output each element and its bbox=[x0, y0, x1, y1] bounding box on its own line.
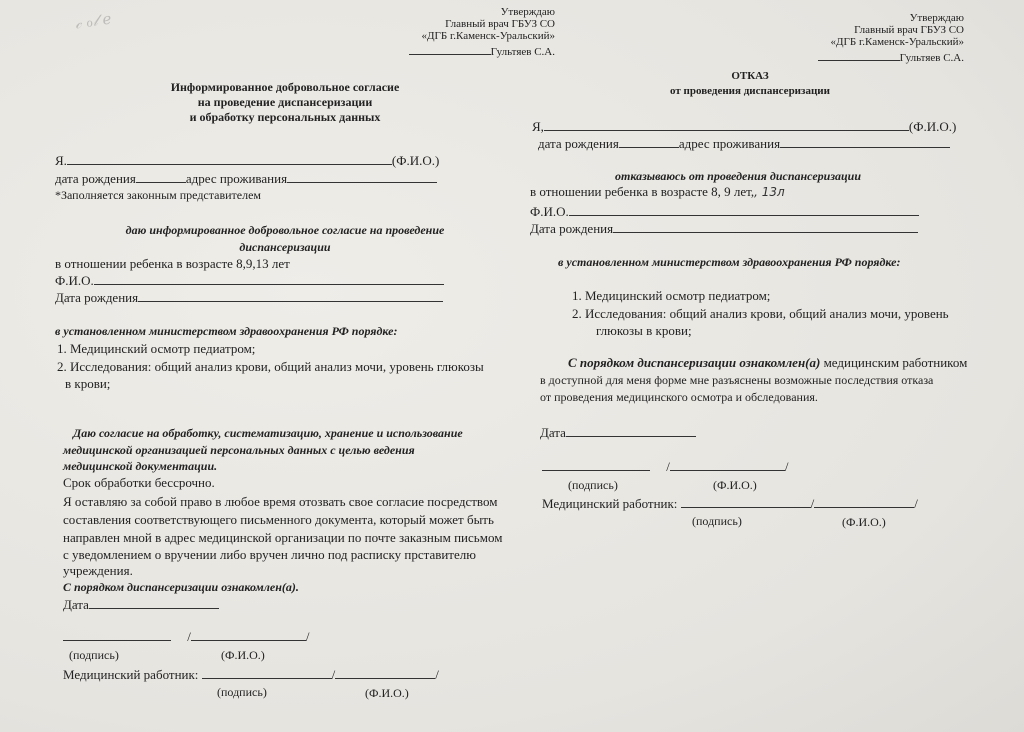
right-birth-address-field[interactable]: дата рождения адрес проживания bbox=[538, 135, 950, 152]
familiar-statement: С порядком диспансеризации ознакомлен(а). bbox=[63, 580, 299, 594]
approve-org: «ДГБ г.Каменск-Уральский» bbox=[421, 30, 555, 42]
med-signature-caption: (подпись) bbox=[217, 685, 267, 699]
refusal-subtitle: от проведения диспансеризации bbox=[670, 85, 830, 97]
approve-position: Главный врач ГБУЗ СО bbox=[445, 18, 555, 30]
procedure-item-2: 2. Исследования: общий анализ крови, общий анализ мочи, уровень глюкозы bbox=[57, 359, 484, 374]
right-med-signature-caption: (подпись) bbox=[692, 514, 742, 528]
right-child-birth-field[interactable]: Дата рождения bbox=[530, 220, 918, 237]
right-procedure-item-2: 2. Исследования: общий анализ крови, общий анализ мочи, уровень bbox=[572, 306, 949, 321]
fullname-field[interactable]: Я. (Ф.И.О.) bbox=[55, 153, 440, 168]
child-fio-field[interactable]: Ф.И.О. bbox=[55, 272, 444, 289]
revoke-line4: с уведомлением о вручении либо вручен лично под расписку прставителю bbox=[63, 547, 476, 562]
child-birth-field[interactable]: Дата рождения bbox=[55, 289, 443, 306]
approve-word: Утверждаю bbox=[500, 6, 555, 18]
consent-title: Информированное добровольное согласие на проведение диспансеризации и обработку персональных данных bbox=[170, 80, 400, 124]
signature-caption: (подпись) bbox=[69, 648, 119, 662]
fio-caption: (Ф.И.О.) bbox=[221, 648, 265, 662]
approve-block-left bbox=[255, 6, 555, 58]
approve-signature-line: Гультяев С.А. bbox=[255, 42, 555, 58]
right-fio-caption: (Ф.И.О.) bbox=[713, 478, 757, 492]
signature-line[interactable]: / / bbox=[63, 628, 310, 645]
right-fullname-field[interactable]: Я, (Ф.И.О.) bbox=[532, 119, 957, 134]
handwritten-age: , 13л bbox=[754, 185, 785, 199]
right-order-heading: в установленном министерством здравоохранения РФ порядке: bbox=[558, 255, 901, 269]
right-child-fio-field[interactable]: Ф.И.О. bbox=[530, 203, 919, 220]
procedure-item-1: 1. Медицинский осмотр педиатром; bbox=[57, 341, 256, 356]
refuse-heading: отказываюсь от проведения диспансеризации bbox=[615, 169, 862, 183]
data-consent-line2: медицинской организацией персональных данных с целью ведения bbox=[63, 443, 415, 457]
right-signature-caption: (подпись) bbox=[568, 478, 618, 492]
revoke-line2: составления соответствующего письменного документа, который может быть bbox=[63, 512, 494, 527]
data-consent-line3: медицинской документации. bbox=[63, 459, 218, 473]
right-child-age-line: в отношении ребенка в возрасте 8, 9 лет,, 13л bbox=[530, 184, 785, 199]
date-field[interactable]: Дата bbox=[63, 596, 219, 613]
child-age-line: в отношении ребенка в возрасте 8,9,13 лет bbox=[55, 256, 290, 271]
right-familiar-line2: в доступной для меня форме мне разъяснены возможные последствия отказа bbox=[540, 373, 934, 387]
revoke-line3: направлен мной в адрес медицинской организации по почте заказным письмом bbox=[63, 530, 503, 545]
right-signature-line[interactable]: / / bbox=[542, 458, 789, 475]
right-familiar-line3: от проведения медицинского осмотра и обследования. bbox=[540, 390, 818, 404]
revoke-line5: учреждения. bbox=[63, 563, 133, 578]
right-date-field[interactable]: Дата bbox=[540, 424, 696, 441]
order-heading: в установленном министерством здравоохранения РФ порядке: bbox=[55, 324, 398, 338]
med-fio-caption: (Ф.И.О.) bbox=[365, 686, 409, 700]
revoke-line1: Я оставляю за собой право в любое время отозвать свое согласие посредством bbox=[63, 494, 498, 509]
right-med-worker-line[interactable]: Медицинский работник: / / bbox=[542, 496, 918, 511]
processing-term: Срок обработки бессрочно. bbox=[63, 475, 215, 490]
procedure-item-2-cont: в крови; bbox=[65, 376, 111, 391]
pencil-mark: 𝒸 ℴ𝓁 ℯ bbox=[73, 9, 113, 33]
consent-heading: даю информированное добровольное согласие на проведение диспансеризации bbox=[125, 223, 445, 254]
right-procedure-item-1: 1. Медицинский осмотр педиатром; bbox=[572, 288, 771, 303]
data-consent-line1: Даю согласие на обработку, систематизацию, хранение и использование bbox=[73, 426, 463, 440]
birth-address-field[interactable]: дата рождения адрес проживания bbox=[55, 170, 437, 187]
med-worker-line[interactable]: Медицинский работник: / / bbox=[63, 667, 439, 682]
approve-block-right: Утверждаю Главный врач ГБУЗ СО «ДГБ г.Каменск-Уральский» Гультяев С.А. bbox=[664, 12, 964, 64]
right-familiar-line1: С порядком диспансеризации ознакомлен(а) медицинским работником bbox=[568, 355, 968, 370]
refusal-title: ОТКАЗ bbox=[731, 70, 769, 82]
right-procedure-item-2-cont: глюкозы в крови; bbox=[596, 323, 692, 338]
representative-note: *Заполняется законным представителем bbox=[55, 188, 262, 202]
right-med-fio-caption: (Ф.И.О.) bbox=[842, 515, 886, 529]
